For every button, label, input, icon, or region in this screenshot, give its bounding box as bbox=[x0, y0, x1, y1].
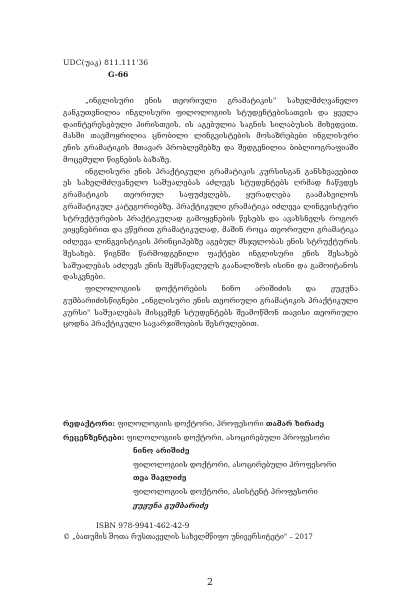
editor-row bbox=[63, 417, 336, 431]
credits-block bbox=[63, 417, 336, 512]
reviewer-name: თეა შავლიძე bbox=[133, 473, 187, 483]
udc-code: UDC(უაკ) 811.111'36 bbox=[63, 58, 149, 67]
isbn: ISBN 978-9941-462-42-9 bbox=[96, 521, 190, 530]
reviewer-row bbox=[63, 485, 336, 499]
reviewer-name-row bbox=[63, 499, 336, 513]
reviewer-row bbox=[63, 431, 336, 445]
paragraph: ინგლისური ენის პრაქტიკული გრამატიკის კურსისგან განსხვავებით ეს სახელმძღვანელო საშუალებას აძლევს სტუდენტებს ღრმად ჩაწვდეს გრამატიკის თეორიულ საფუძვლებს, ყურადღება გაამახვილოს გრამატიკულ კატეგორიებზე. პრაქტიკული გრამატიკა იძლევა ლინგვისტური სტრუქტურების პრაქტიკულად გამოყენების წესებს და ავახსნელს როგორ ვიყენებრით და ვწერით გრამატიკულად, მაშინ როცა თეორიული გრამატიკა იძლევა ლინგვისტიკის პრინციპებზე აგებულ მსჯელობას ენის სტრუქტურის შესახებ. წიგნში წარმოდგენილი ფაქტები ინგლისური ენის შესახებ საშუალებას აძლევს ენის შემსწავლელს გაანალიზოს ისინი და გამოიტანოს დასკვნები. bbox=[63, 166, 358, 282]
reviewer-desc: ფილოლოგიის დოქტორი, ასოცირებული პროფესორი bbox=[133, 459, 337, 469]
page-number: 2 bbox=[206, 577, 214, 588]
editor-label: რედაქტორი: bbox=[63, 419, 116, 428]
reviewer-name: ნინო არიშიძე bbox=[133, 446, 190, 456]
reviewer-name-row bbox=[63, 444, 336, 458]
reviewer-desc: ფილოლოგიის დოქტორი, ასისტენტ პროფესორი bbox=[133, 486, 318, 496]
reviewer-name: ჟუჟუნა გუმბარიძე bbox=[133, 500, 209, 510]
catalog-code: G-66 bbox=[108, 70, 129, 79]
reviewer-desc: ფილოლოგიის დოქტორი, ასოცირებული პროფესორი bbox=[126, 432, 330, 442]
editor-desc: ფილოლოგიის დოქტორი, პროფესორი bbox=[117, 419, 264, 428]
paragraph: ფილოლოგიის დოქტორების ნინო არიშიძის და ჟუჟუნა გუმბარიძისწიგნები „ინგლისური ენის თეორიული გრამატიკის პრაქტიკული კურსი" საშუალებას მისცემენ სტუდენტებს შეამოწმონ თავისი თეორიული ცოდნა პრაქტიკული სავარჯიშოების შესრულებით. bbox=[63, 284, 358, 329]
copyright: © „ბათუმის შოთა რუსთაველის სახელმწიფო უნივერსიტეტი" – 2017 bbox=[63, 533, 313, 541]
reviewer-name-row bbox=[63, 471, 336, 485]
reviewers-label: რეცენზენტები: bbox=[63, 432, 125, 442]
reviewer-row bbox=[63, 458, 336, 472]
annotation-text bbox=[63, 95, 358, 330]
editor-name: თამარ ხირაძე bbox=[265, 419, 325, 428]
paragraph: „ინგლისური ენის თეორიული გრამატიკის" სახელმძღვანელო განკუთვნილია ინგლისური ფილოლოგიის სტუდენტებისათვის და ყველა დაინტერესებული პირისთვის. ის აგებულია საგნის სილაბუსის მიხედვით. მასში თავმოყრილია ცნობილი ლინგვისტების მოსაზრებები ინგლისური ენის გრამატიკის მთავარ პრობლემებზე და შედგენილია ბიბლიოგრაფიაში მოცემული წიგნების ბაზაზე. bbox=[63, 96, 358, 164]
